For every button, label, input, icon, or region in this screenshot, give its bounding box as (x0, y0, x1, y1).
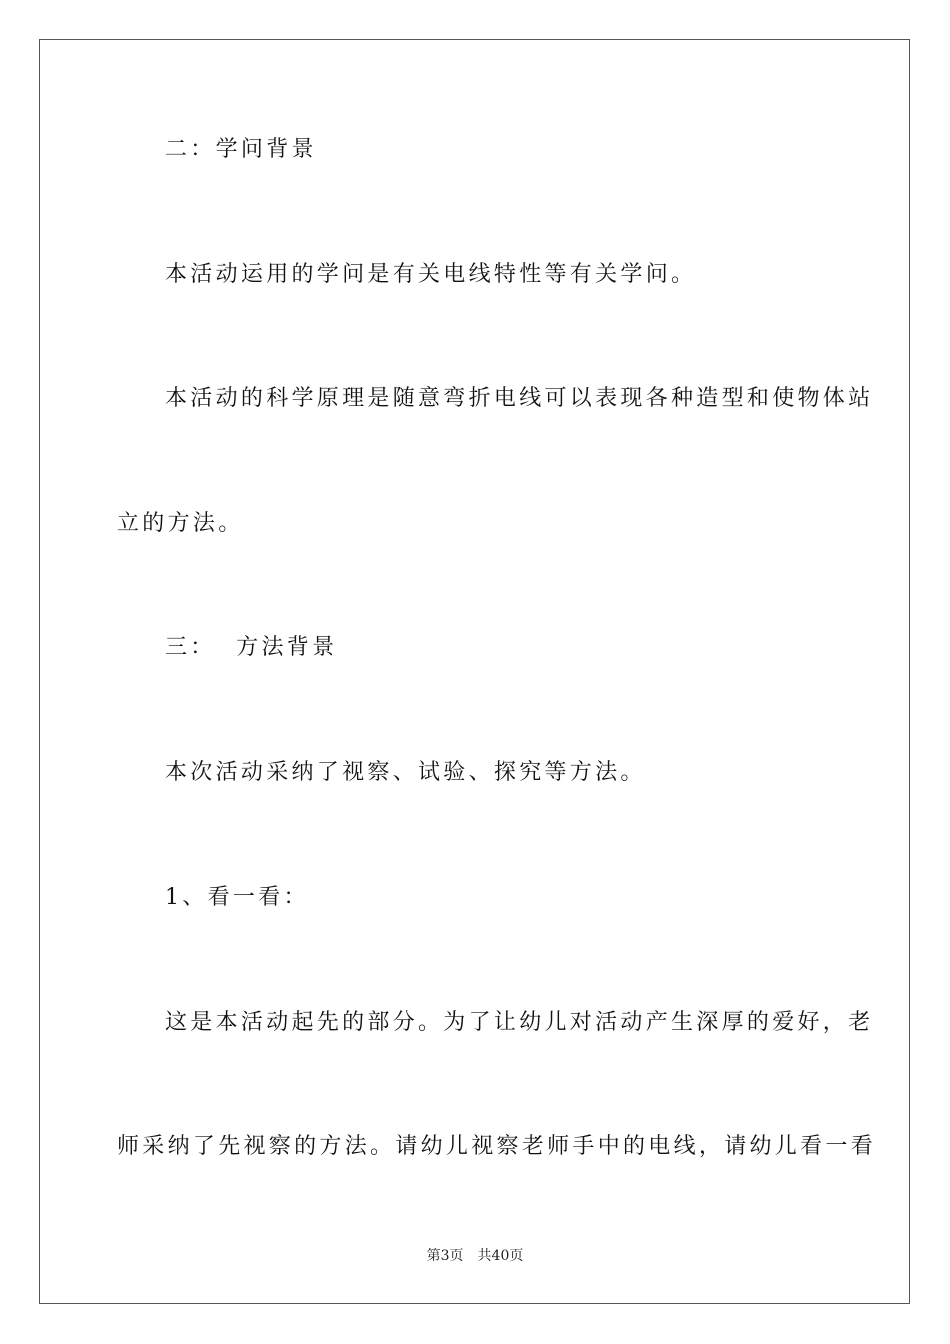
paragraph-line: 立的方法。 (117, 511, 244, 536)
list-item-heading: 1、看一看： (165, 885, 309, 910)
section-heading-method: 三： 方法背景 (165, 635, 338, 660)
paragraph-line: 本次活动采纳了视察、试验、探究等方法。 (165, 760, 646, 785)
paragraph-line: 师采纳了先视察的方法。请幼儿视察老师手中的电线，请幼儿看一看 (117, 1134, 877, 1159)
paragraph-line: 本活动的科学原理是随意弯折电线可以表现各种造型和使物体站 (165, 386, 874, 411)
paragraph-line: 这是本活动起先的部分。为了让幼儿对活动产生深厚的爱好，老 (165, 1010, 874, 1035)
page-border (39, 39, 910, 1304)
page-number: 第3页 (426, 1248, 464, 1264)
page-total: 共40页 (477, 1248, 524, 1264)
paragraph-line: 本活动运用的学问是有关电线特性等有关学问。 (165, 262, 697, 287)
section-heading-knowledge: 二：学问背景 (165, 137, 317, 162)
page-footer (0, 1247, 950, 1265)
